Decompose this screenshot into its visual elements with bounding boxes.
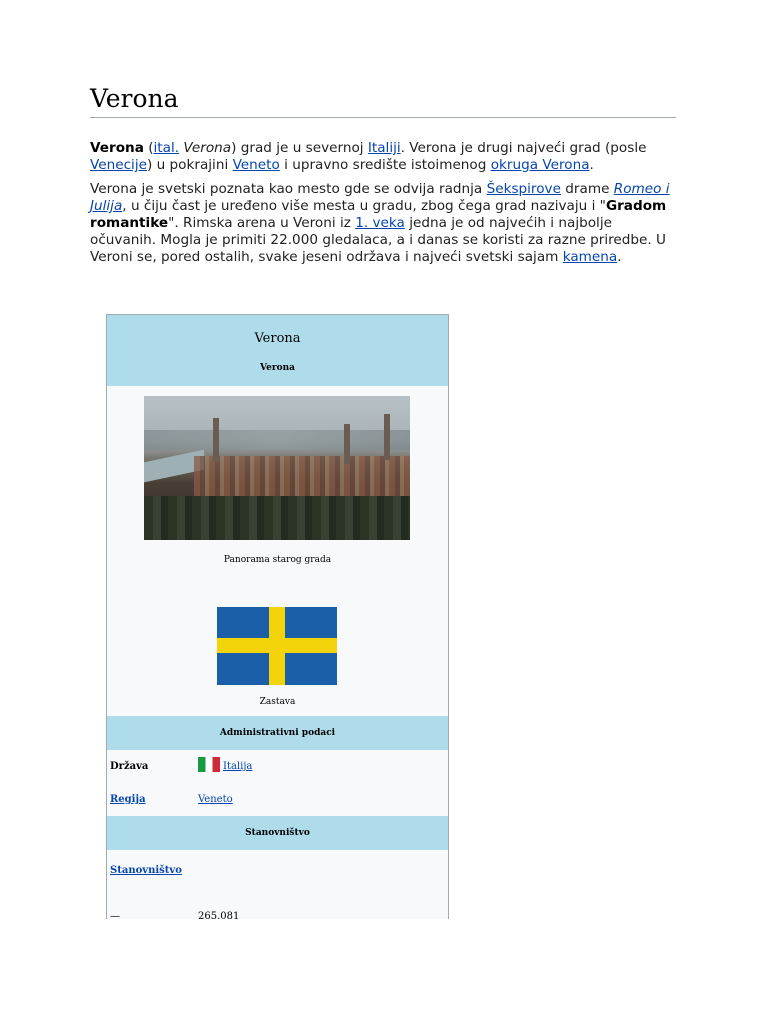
row-label: Država: [110, 761, 149, 772]
intro-paragraph: [90, 140, 682, 174]
row-population-value: [107, 900, 448, 919]
city-flag[interactable]: [217, 607, 337, 685]
infobox-media: [107, 386, 448, 716]
link-regija[interactable]: Regija: [110, 794, 146, 805]
text-fragment: , u čiju čast je uređeno više mesta u gradu, zbog čega grad nazivaju i ": [122, 198, 606, 214]
italy-flag-icon: [198, 757, 220, 772]
link-italija[interactable]: Italiji: [367, 140, 401, 156]
row-drzava: [107, 750, 448, 783]
link-kamena[interactable]: kamena: [562, 249, 618, 265]
page-title: Verona: [90, 84, 676, 118]
link-1-veka[interactable]: 1. veka: [355, 215, 405, 231]
link-stanovnistvo[interactable]: Stanovništvo: [110, 865, 182, 876]
section-admin: Administrativni podaci: [107, 716, 448, 750]
population-value: 265.081: [198, 911, 240, 919]
row-dash: —: [110, 911, 120, 919]
text-fragment: .: [617, 249, 622, 265]
link-veneto-infobox[interactable]: Veneto: [198, 794, 233, 805]
row-value: [198, 750, 252, 783]
infobox-title: Verona: [254, 331, 301, 346]
infobox-subtitle: Verona: [259, 363, 295, 373]
panorama-photo[interactable]: [144, 396, 410, 540]
text-fragment: . Verona je drugi najveći grad (posle: [400, 140, 647, 156]
text-fragment: jedna je od najvećih i najbolje očuvanih. Mogla je primiti 22.000 gledalaca, a i danas se koristi za razne priredbe. U Veroni se, pored ostalih, svake jeseni održava i najveći svetski sajam: [90, 215, 667, 265]
link-veneto[interactable]: Veneto: [232, 157, 280, 173]
text-fragment: i upravno središte istoimenog: [279, 157, 491, 173]
link-italija-infobox[interactable]: Italija: [223, 761, 253, 772]
link-okrug-verona[interactable]: okruga Verona: [490, 157, 590, 173]
text-fragment: (: [143, 140, 154, 156]
row-population: [107, 850, 448, 900]
text-fragment: ) u pokrajini: [146, 157, 233, 173]
text-fragment: ". Rimska arena u Veroni iz: [168, 215, 356, 231]
photo-tower: [344, 424, 350, 464]
link-sekspir[interactable]: Šekspirove: [486, 181, 561, 197]
photo-tower: [384, 414, 390, 460]
text-fragment: Verona je svetski poznata kao mesto gde se odvija radnja: [90, 181, 487, 197]
section-population: Stanovništvo: [107, 816, 448, 850]
article-subject: Verona: [90, 140, 144, 156]
link-text: Romeo i Julija: [90, 181, 670, 214]
link-venecija[interactable]: Venecije: [90, 157, 147, 173]
flag-cross-vertical: [269, 607, 285, 685]
italian-name: Verona: [183, 140, 232, 156]
photo-hills: [144, 430, 410, 450]
photo-caption: Panorama starog grada: [223, 555, 332, 565]
photo-roofs: [194, 456, 410, 496]
text-fragment: .: [589, 157, 594, 173]
infobox: [106, 314, 449, 919]
bold-phrase: Gradom romantike: [90, 198, 667, 231]
photo-trees: [144, 496, 410, 540]
flag-caption: Zastava: [259, 697, 296, 707]
row-regija: [107, 783, 448, 816]
infobox-header: [107, 315, 448, 386]
photo-tower: [213, 418, 219, 462]
text-fragment: drame: [560, 181, 614, 197]
second-paragraph: [90, 181, 682, 266]
link-ital[interactable]: ital.: [153, 140, 180, 156]
text-fragment: ) grad je u severnoj: [231, 140, 368, 156]
